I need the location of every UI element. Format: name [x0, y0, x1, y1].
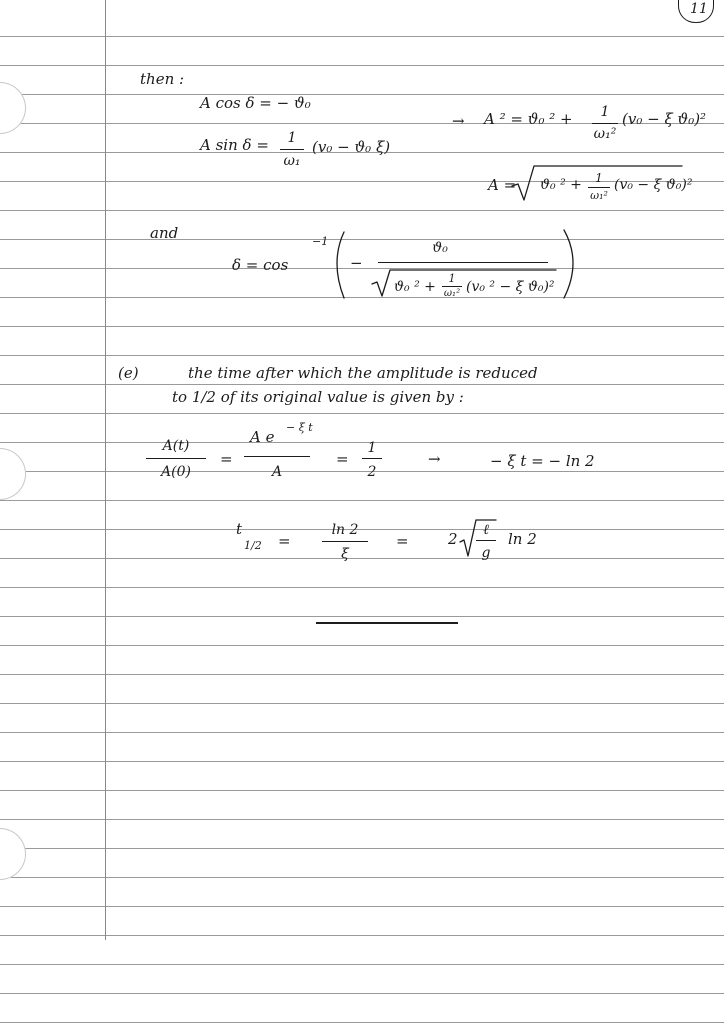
- equation-delta-exponent: −1: [312, 235, 329, 248]
- equals-sign: =: [336, 450, 349, 468]
- fraction-denominator: A(0): [161, 464, 191, 480]
- fraction-numerator: A e: [250, 428, 275, 446]
- equation-asin-rest: (v₀ − ϑ₀ ξ): [312, 138, 391, 156]
- punch-hole: [0, 828, 26, 880]
- fraction-bar: [322, 541, 368, 542]
- fraction-numerator: 1: [595, 171, 603, 185]
- fraction-bar: [476, 540, 496, 541]
- equation-a-squared-rest: (v₀ − ξ ϑ₀)²: [622, 110, 707, 128]
- equation-result: − ξ t = − ln 2: [490, 452, 595, 470]
- equation-delta-minus: −: [350, 254, 363, 272]
- part-e-label: (e): [118, 364, 139, 382]
- page-number: 11: [690, 1, 708, 17]
- equals-sign: =: [396, 532, 409, 550]
- part-e-text-line-2: to 1/2 of its original value is given by :: [172, 388, 464, 406]
- exponent: − ξ t: [286, 421, 313, 434]
- arrow-icon: →: [452, 112, 465, 130]
- equation-a-lhs: A =: [488, 176, 517, 194]
- fraction-bar: [378, 262, 548, 263]
- equation-a-radicand-1: ϑ₀ ² +: [540, 177, 582, 193]
- fraction-denominator: 2: [367, 464, 377, 480]
- fraction-denominator: A: [271, 464, 283, 480]
- fraction-numerator: A(t): [162, 438, 190, 454]
- equation-a-radicand-2: (v₀ − ξ ϑ₀)²: [614, 177, 693, 193]
- fraction-bar: [280, 149, 304, 150]
- fraction-numerator: 1: [600, 104, 610, 120]
- t-half-subscript: 1/2: [244, 539, 262, 552]
- fraction-bar: [588, 187, 610, 188]
- equals-sign: =: [220, 450, 233, 468]
- coefficient-two: 2: [448, 530, 458, 548]
- then-label: then :: [140, 70, 185, 88]
- equation-delta-lhs: δ = cos: [232, 256, 289, 274]
- fraction-bar: [592, 123, 618, 124]
- equation-ln2-tail: ln 2: [508, 530, 537, 548]
- fraction-denominator: ξ: [341, 546, 349, 562]
- fraction-bar: [244, 456, 310, 457]
- part-e-text-line-1: the time after which the amplitude is reduced: [188, 364, 538, 382]
- fraction-numerator: 1: [448, 272, 456, 285]
- equation-a-squared-lhs: A ² = ϑ₀ ² +: [484, 110, 573, 128]
- equation-delta-denominator-1: ϑ₀ ² +: [394, 279, 436, 295]
- fraction-numerator: ϑ₀: [432, 240, 448, 256]
- arrow-icon: →: [428, 450, 441, 468]
- punch-hole: [0, 448, 26, 500]
- fraction-numerator: ln 2: [331, 522, 359, 538]
- equation-delta-denominator-2: (v₀ ² − ξ ϑ₀)²: [466, 279, 555, 295]
- equation-acos: A cos δ = − ϑ₀: [200, 94, 311, 112]
- and-label: and: [150, 224, 179, 242]
- fraction-denominator: ω₁²: [593, 126, 617, 142]
- fraction-denominator: ω₁²: [590, 189, 608, 202]
- fraction-denominator: g: [481, 545, 491, 561]
- fraction-numerator: ℓ: [483, 522, 489, 538]
- fraction-bar: [362, 458, 382, 459]
- fraction-bar: [146, 458, 206, 459]
- fraction-denominator: ω₁²: [443, 288, 461, 299]
- equals-sign: =: [278, 532, 291, 550]
- end-rule: [316, 622, 458, 624]
- fraction-denominator: ω₁: [283, 153, 301, 169]
- equation-asin-lhs: A sin δ =: [200, 136, 269, 154]
- margin-line: [105, 0, 106, 940]
- punch-hole: [0, 82, 26, 134]
- fraction-numerator: 1: [287, 130, 297, 146]
- fraction-bar: [442, 286, 462, 287]
- t-half: t: [236, 520, 243, 538]
- fraction-numerator: 1: [367, 440, 377, 456]
